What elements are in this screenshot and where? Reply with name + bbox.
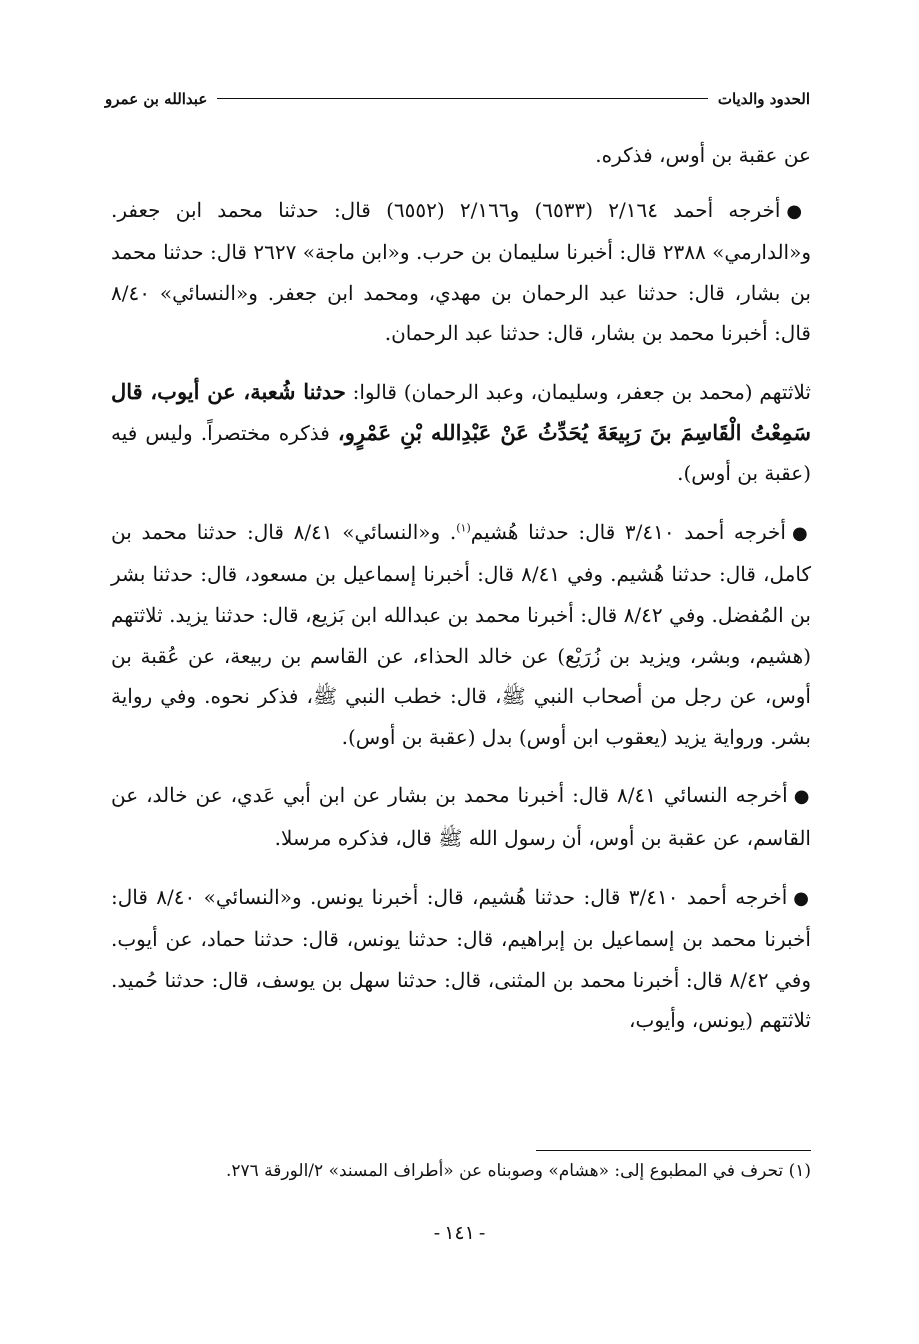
footnote: (١) تحرف في المطبوع إلى: «هشام» وصوبناه عن «أطراف المسند» ٢/الورقة ٢٧٦. bbox=[225, 1161, 811, 1181]
page-number: -١٤١- bbox=[433, 1222, 486, 1244]
paragraph-text: أخرجه النسائي ٨/٤١ قال: أخبرنا محمد بن بشار عن ابن أبي عَدي، عن خالد، عن القاسم، عن عقبة بن أوس، أن رسول الله ﷺ قال، فذكره مرسلا. bbox=[111, 783, 811, 850]
paragraph-takhrij-4 bbox=[111, 877, 811, 1041]
footnote-reference: (١) bbox=[456, 521, 471, 535]
main-text bbox=[111, 135, 811, 1059]
paragraph-text: أخرجه أحمد ٢/١٦٤ (٦٥٣٣) و٢/١٦٦ (٦٥٥٢) قال: حدثنا محمد ابن جعفر. و«الدارمي» ٢٣٨٨ قال: أخبرنا سليمان بن حرب. و«ابن ماجة» ٢٦٢٧ قال: حدثنا محمد بن بشار، قال: حدثنا عبد الرحمان بن مهدي، ومحمد ابن جعفر. و«النسائي» ٨/٤٠ قال: أخبرنا محمد بن بشار، قال: حدثنا عبد الرحمان. bbox=[111, 197, 812, 346]
paragraph-continuation: عن عقبة بن أوس، فذكره. bbox=[595, 143, 811, 167]
bullet-icon: ● bbox=[786, 200, 811, 222]
isnad-tail: فذكره مختصراً. وليس فيه (عقبة بن أوس). bbox=[111, 420, 811, 486]
paragraph-text: أخرجه أحمد ٣/٤١٠ قال: حدثنا هُشيم bbox=[470, 519, 786, 544]
page-number-value: ١٤١ bbox=[444, 1222, 475, 1244]
running-header bbox=[105, 78, 810, 108]
bullet-icon: ● bbox=[793, 887, 811, 909]
paragraph-takhrij-3 bbox=[111, 775, 811, 858]
isnad-emphasis: حدثنا شُعبة، عن أيوب، قال سَمِعْتُ الْقَاسِمَ بنَ رَبِيعَةَ يُحَدِّثُ عَنْ عَبْدِالله بْنِ عَمْرٍو، bbox=[111, 378, 811, 445]
paragraph-text: . و«النسائي» ٨/٤١ قال: حدثنا محمد بن كامل، قال: حدثنا هُشيم. وفي ٨/٤١ قال: أخبرنا إسماعيل بن مسعود، قال: حدثنا بشر بن المُفضل. وفي ٨/٤٢ قال: أخبرنا محمد بن عبدالله ابن بَزيع، قال: حدثنا يزيد. ثلاثتهم (هشيم، وبشر، ويزيد بن زُرَيْع) عن خالد الحذاء، عن القاسم بن ربيعة، عن عُقبة بن أوس، عن رجل من أصحاب النبي ﷺ، قال: خطب النبي ﷺ، فذكر نحوه. وفي رواية بشر. ورواية يزيد (يعقوب ابن أوس) بدل (عقبة بن أوس). bbox=[111, 519, 811, 749]
section-title: عبدالله بن عمرو bbox=[105, 90, 208, 108]
paragraph-takhrij-1 bbox=[111, 190, 811, 354]
paragraph-isnad bbox=[111, 372, 811, 494]
isnad-lead: ثلاثتهم (محمد بن جعفر، وسليمان، وعبد الرحمان) قالوا: bbox=[345, 379, 811, 404]
paragraph-text: أخرجه أحمد ٣/٤١٠ قال: حدثنا هُشيم، قال: أخبرنا يونس. و«النسائي» ٨/٤٠ قال: أخبرنا محمد بن إسماعيل بن إبراهيم، قال: حدثنا يونس، قال: حدثنا حماد، عن أيوب. وفي ٨/٤٢ قال: أخبرنا محمد بن المثنى، قال: حدثنا سهل بن يوسف، قال: حدثنا حُميد. ثلاثتهم (يونس، وأيوب، bbox=[111, 884, 811, 1033]
bullet-icon: ● bbox=[793, 786, 811, 808]
paragraph-takhrij-2 bbox=[111, 512, 811, 758]
bullet-icon: ● bbox=[791, 522, 811, 544]
chapter-title: الحدود والديات bbox=[717, 90, 810, 108]
footnote-separator bbox=[536, 1150, 811, 1151]
header-rule bbox=[217, 98, 708, 99]
